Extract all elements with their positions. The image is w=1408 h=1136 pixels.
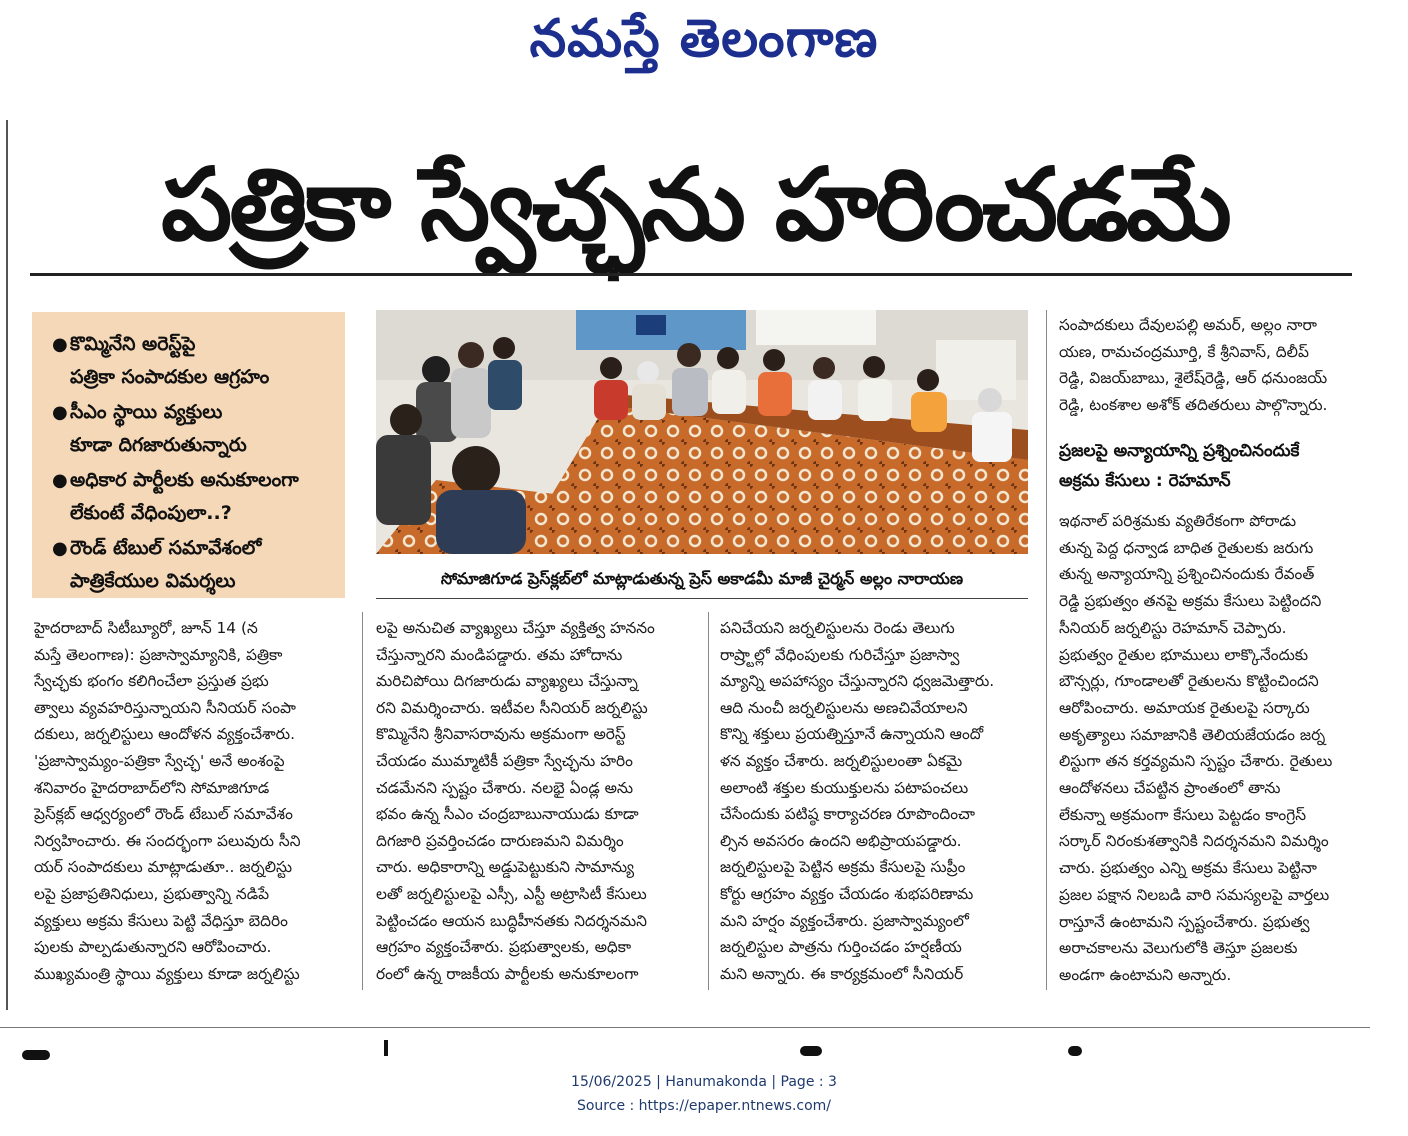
page-margin-line	[6, 120, 8, 1010]
article-column-1: హైదరాబాద్ సిటీబ్యూరో, జూన్ 14 (న మస్తే తెలంగాణ): ప్రజాస్వామ్యానికి, పత్రికా స్వేచ్ఛకు భంగం కలిగించేలా ప్రస్తుత ప్రభు త్వాలు వ్యవహరిస్తున్నాయని సీనియర్ సంపా దకులు, జర్నలిస్టులు ఆందోళన వ్యక్తంచేశారు. 'ప్రజాస్వామ్యం-పత్రికా స్వేచ్ఛ' అనే అంశంపై శనివారం హైదరాబాద్‌లోని సోమాజిగూడ ప్రెస్‌క్లబ్ ఆధ్వర్యంలో రౌండ్ టేబుల్ సమావేశం నిర్వహించారు. ఈ సందర్భంగా పలువురు సీని యర్ సంపాదకులు మాట్లాడుతూ.. జర్నలిస్టు లపై ప్రజాప్రతినిధులు, ప్రభుత్వాన్ని నడిపే వ్యక్తులు అక్రమ కేసులు పెట్టి వేధిస్తూ బెదిరిం పులకు పాల్పడుతున్నారని ఆరోపించారు. ముఖ్యమంత్రి స్థాయి వ్యక్తులు కూడా జర్నలిస్టు	[34, 619, 301, 983]
article-column-3: పనిచేయని జర్నలిస్టులను రెండు తెలుగు రాష్ర్టాల్లో వేధింపులకు గురిచేస్తూ ప్రజాస్వా మ్యాన్ని అపహాస్యం చేస్తున్నారని ధ్వజమెత్తారు. ఆది నుంచీ జర్నలిస్టులను అణచివేయాలని కొన్ని శక్తులు ప్రయత్నిస్తూనే ఉన్నాయని ఆందో ళన వ్యక్తం చేశారు. జర్నలిస్టులంతా ఏకమై అలాంటి శక్తుల కుయుక్తులను పటాపంచలు చేసేందుకు పటిష్ఠ కార్యాచరణ రూపొందించా ల్సిన అవసరం ఉందని అభిప్రాయపడ్డారు. జర్నలిస్టులపై పెట్టిన అక్రమ కేసులపై సుప్రీం కోర్టు ఆగ్రహం వ్యక్తం చేయడం శుభపరిణామ మని హర్షం వ్యక్తంచేశారు. ప్రజాస్వామ్యంలో జర్నలిస్టుల పాత్రను గుర్తించడం హర్షణీయ మని అన్నారు. ఈ కార్యక్రమంలో సీనియర్	[720, 619, 995, 983]
footer-source-link[interactable]: Source : https://epaper.ntnews.com/	[576, 1098, 832, 1114]
column-divider	[1046, 310, 1047, 990]
highlight-item: ● సీఎం స్థాయి వ్యక్తులు కూడా దిగజారుతున్నారు	[52, 396, 335, 462]
bullet-icon: ●	[52, 538, 68, 559]
bullet-icon: ●	[52, 402, 68, 423]
article-subheading: ప్రజలపై అన్యాయాన్ని ప్రశ్నించినందుకే అక్రమ కేసులు : రెహమాన్	[1059, 441, 1300, 491]
photo-caption: సోమాజిగూడ ప్రెస్‌క్లబ్‌లో మాట్లాడుతున్న ప్రెస్ అకాడమీ మాజీ చైర్మన్ అల్లం నారాయణ	[440, 569, 964, 588]
headline-rule	[30, 273, 1352, 276]
article-column-4-top: సంపాదకులు దేవులపల్లి అమర్, అల్లం నారా యణ, రామచంద్రమూర్తి, కే శ్రీనివాస్, దిలీప్ రెడ్డి, విజయ్‌బాబు, శైలేష్‌రెడ్డి, ఆర్ ధనుంజయ్ రెడ్డి, టంకశాల అశోక్ తదితరులు పాల్గొన్నారు.	[1059, 316, 1328, 414]
press-meet-photo	[376, 310, 1028, 554]
next-article-fragment	[22, 1050, 50, 1060]
bullet-icon: ●	[52, 470, 68, 491]
article-headline: పత్రికా స్వేచ్ఛను హరించడమే	[161, 146, 1229, 263]
column-divider	[708, 612, 709, 990]
next-article-fragment	[800, 1046, 822, 1056]
highlight-item: ● రౌండ్ టేబుల్ సమావేశంలో పాత్రికేయుల విమర్శలు	[52, 532, 335, 598]
page-bottom-rule	[0, 1027, 1370, 1028]
bullet-icon: ●	[52, 334, 68, 355]
highlight-item: ● కొమ్మినేని అరెస్ట్‌పై పత్రికా సంపాదకుల ఆగ్రహం	[52, 328, 335, 394]
next-article-fragment	[1068, 1046, 1082, 1056]
footer-date-edition: 15/06/2025 | Hanumakonda | Page : 3	[571, 1074, 837, 1090]
article-column-4: ఇథనాల్ పరిశ్రమకు వ్యతిరేకంగా పోరాడు తున్న పెద్ద ధన్వాడ బాధిత రైతులకు జరుగు తున్న అన్యాయాన్ని ప్రశ్నించినందుకు రేవంత్ రెడ్డి ప్రభుత్వం తనపై అక్రమ కేసులు పెట్టిందని సీనియర్ జర్నలిస్టు రెహమాన్ చెప్పారు. ప్రభుత్వం రైతుల భూములు లాక్కొనేందుకు బౌన్సర్లు, గూండాలతో రైతులను కొట్టించిందని ఆరోపించారు. అమాయక రైతులపై సర్కారు అకృత్యాలు సమాజానికి తెలియజేయడం జర్న లిస్టుగా తన కర్తవ్యమని స్పష్టం చేశారు. రైతులు ఆందోళనలు చేపట్టిన ప్రాంతంలో తాను లేకున్నా అక్రమంగా కేసులు పెట్టడం కాంగ్రెస్ సర్కార్ నిరంకుశత్వానికి నిదర్శనమని విమర్శిం చారు. ప్రభుత్వం ఎన్ని అక్రమ కేసులు పెట్టినా ప్రజల పక్షాన నిలబడి వారి సమస్యలపై వార్తలు రాస్తూనే ఉంటామని స్పష్టంచేశారు. ప్రభుత్వ అరాచకాలను వెలుగులోకి తెస్తూ ప్రజలకు అండగా ఉంటామని అన్నారు.	[1059, 512, 1333, 984]
press-meet-photo-illustration	[376, 310, 1028, 554]
newspaper-masthead: నమస్తే తెలంగాణ	[529, 8, 879, 69]
article-column-2: లపై అనుచిత వ్యాఖ్యలు చేస్తూ వ్యక్తిత్వ హననం చేస్తున్నారని మండిపడ్డారు. తమ హోదాను మరిచిపోయి దిగజారుడు వ్యాఖ్యలు చేస్తున్నా రని విమర్శించారు. ఇటీవల సీనియర్ జర్నలిస్టు కొమ్మినేని శ్రీనివాసరావును అక్రమంగా అరెస్ట్ చేయడం ముమ్మాటికీ పత్రికా స్వేచ్ఛను హరిం చడమేనని స్పష్టం చేశారు. నలభై ఏండ్ల అను భవం ఉన్న సీఎం చంద్రబాబునాయుడు కూడా దిగజారి ప్రవర్తించడం దారుణమని విమర్శిం చారు. అధికారాన్ని అడ్డుపెట్టుకుని సామాన్యు లతో జర్నలిస్టులపై ఎస్సీ, ఎస్టీ అట్రాసిటీ కేసులు పెట్టించడం ఆయన బుద్ధిహీనతకు నిదర్శనమని ఆగ్రహం వ్యక్తంచేశారు. ప్రభుత్వాలకు, అధికా రంలో ఉన్న రాజకీయ పార్టీలకు అనుకూలంగా	[376, 619, 655, 983]
highlight-item: ● అధికార పార్టీలకు అనుకూలంగా లేకుంటే వేధింపులా..?	[52, 464, 335, 530]
next-article-fragment	[384, 1040, 388, 1056]
caption-rule	[376, 598, 1028, 599]
highlights-box	[32, 312, 345, 598]
column-divider	[362, 612, 363, 990]
